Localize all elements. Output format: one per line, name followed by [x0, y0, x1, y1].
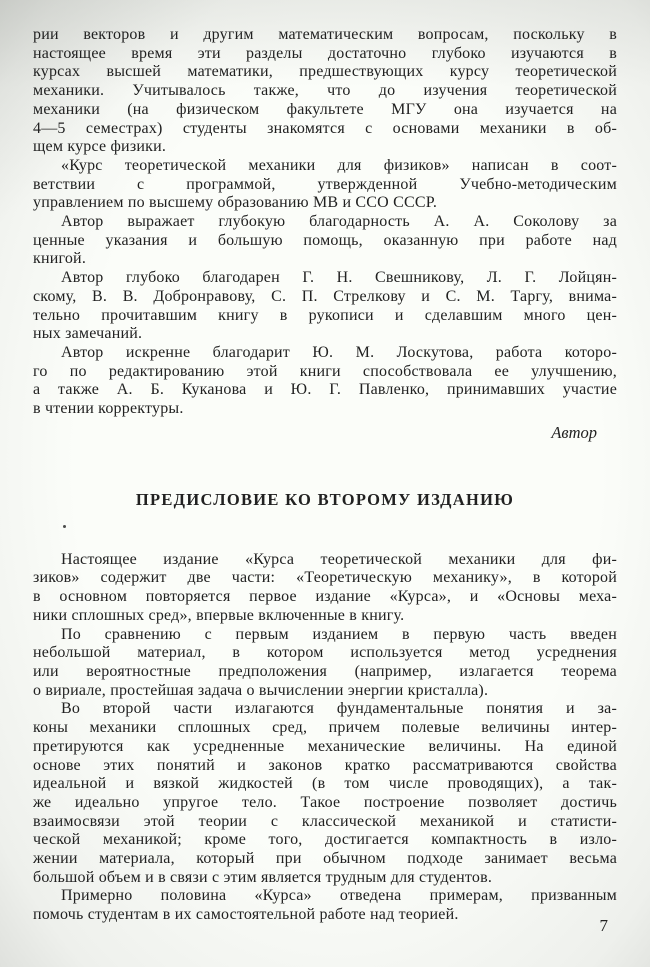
text-line: настоящее время эти разделы достаточно глубоко изучаются в [33, 44, 617, 62]
text-line: курсах высшей математики, предшествующих курсу теоретической [33, 63, 617, 81]
text-line: ценные указания и большую помощь, оказанную при работе над [33, 231, 617, 249]
text-line: тельно прочитавшим книгу в рукописи и сделавшим много цен- [33, 306, 617, 324]
text-line: 4—5 семестрах) студенты знакомятся с основами механики в об- [33, 119, 617, 137]
text-line: Настоящее издание «Курса теоретической механики для фи- [61, 550, 617, 568]
scan-speck-artifact [63, 525, 66, 528]
text-line: зиков» содержит две части: «Теоретическую механику», в которой [33, 569, 617, 587]
text-block [33, 0, 617, 925]
paragraph [33, 26, 617, 157]
text-line: По сравнению с первым изданием в первую часть введен [61, 625, 617, 643]
text-line: в основном повторяется первое издание «Курса», и «Основы меха- [33, 588, 617, 606]
text-line: Автор искренне благодарит Ю. М. Лоскутова, работа которо- [61, 343, 617, 361]
text-line: жении материала, который при обычном подходе занимает весьма [33, 850, 617, 868]
text-line: в чтении корректуры. [33, 400, 184, 418]
text-line: ники сплошных сред», впервые включенные в книгу. [33, 606, 405, 624]
paragraph [33, 344, 617, 419]
text-line: небольшой материал, в котором используется метод усреднения [33, 644, 617, 662]
author-signature: Автор [551, 422, 597, 442]
text-line: коны механики сплошных сред, причем полевые величины интер- [33, 719, 617, 737]
text-line: управлением по высшему образованию МВ и ССО СССР. [33, 194, 438, 212]
text-line: ветствии с программой, утвержденной Учебно-методическим [33, 175, 617, 193]
text-line: Примерно половина «Курса» отведена примерам, призванным [61, 887, 617, 905]
text-line: механики. Учитывалось также, что до изучения теоретической [33, 82, 617, 100]
text-line: книгой. [33, 250, 87, 268]
text-line: или вероятностные предположения (например, излагается теорема [33, 662, 617, 680]
text-line: основе этих понятий и законов кратко рассматриваются свойства [33, 756, 617, 774]
paragraph [33, 626, 617, 701]
section-heading: ПРЕДИСЛОВИЕ КО ВТОРОМУ ИЗДАНИЮ [135, 489, 515, 509]
paragraph [33, 700, 617, 887]
text-line: «Курс теоретической механики для физиков» написан в соот- [61, 156, 617, 174]
text-line: идеальной и вязкой жидкостей (в том числе проводящих), а так- [33, 775, 617, 793]
text-line: Автор выражает глубокую благодарность А. А. Соколову за [61, 213, 617, 231]
text-line: скому, В. В. Добронравову, С. П. Стрелкову и С. М. Таргу, внима- [33, 287, 617, 305]
text-line: ных замечаний. [33, 325, 143, 343]
paragraph [33, 551, 617, 626]
paragraph [33, 213, 617, 269]
text-line: помочь студентам в их самостоятельной работе над теорией. [33, 906, 459, 924]
paragraph [33, 157, 617, 213]
paragraph [33, 887, 617, 924]
preface-section [33, 551, 617, 925]
text-line: го по редактированию этой книги способствовала ее улучшению, [33, 362, 617, 380]
text-line: механики (на физическом факультете МГУ она изучается на [33, 100, 617, 118]
text-line: взаимосвязи этой теории с классической механикой и статисти- [33, 812, 617, 830]
front-matter-section [33, 0, 617, 419]
text-line: большой объем и в связи с этим является трудным для студентов. [33, 868, 493, 886]
text-line: а также А. Б. Куканова и Ю. Г. Павленко, принимавших участие [33, 381, 617, 399]
text-line: ческой механикой; кроме того, достигается компактность в изло- [33, 831, 617, 849]
text-line: щем курсе физики. [33, 138, 167, 156]
text-line: же идеально упругое тело. Такое построение позволяет достичь [33, 793, 617, 811]
text-line: о вириале, простейшая задача о вычислении энергии кристалла). [33, 681, 489, 699]
text-line: рии векторов и другим математическим вопросам, поскольку в [33, 26, 617, 43]
text-line: Автор глубоко благодарен Г. Н. Свешникову, Л. Г. Лойцян- [61, 269, 617, 287]
text-line: претируются как усредненные механические величины. На единой [33, 737, 617, 755]
page-number: 7 [599, 916, 608, 935]
paragraph [33, 269, 617, 344]
text-line: Во второй части излагаются фундаментальные понятия и за- [61, 700, 617, 718]
